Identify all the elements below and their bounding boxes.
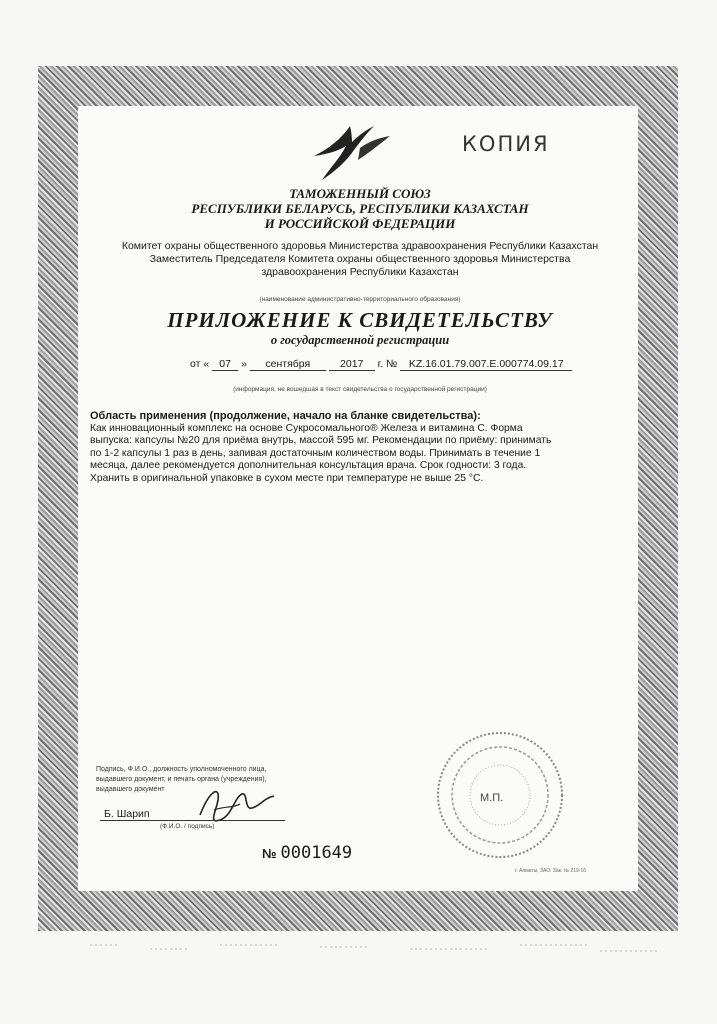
reg-month: сентября <box>250 358 326 371</box>
printer-mark: г. Алматы, ЗАО. Зак. № 219-16 <box>515 868 587 874</box>
committee-line-2: Заместитель Председателя Комитета охраны общественного здоровья Министерства <box>149 253 571 265</box>
committee-line-3: здравоохранения Республики Казахстан <box>261 266 459 278</box>
number-label: № <box>386 358 398 370</box>
signature-label-line: Подпись, Ф.И.О., должность уполномоченного лица, <box>96 766 267 773</box>
document-number <box>262 843 352 863</box>
signature-label-line: выдавшего документ, и печать органа (учреждения), <box>96 776 267 783</box>
day-close: » <box>241 358 247 370</box>
doc-number-value: 0001649 <box>280 843 353 863</box>
scope-line: по 1-2 капсулы 1 раз в день, запивая достаточным количеством воды. Принимать в течение 1 <box>90 447 541 459</box>
scope-text <box>90 423 582 485</box>
info-caption: (информация, не вошедшая в текст свидетельства о государственной регистрации) <box>233 386 487 393</box>
document-subtitle: о государственной регистрации <box>270 333 450 347</box>
scope-line: выпуска: капсулы №20 для приёма внутрь, массой 595 мг. Рекомендации по приёму: принимать <box>90 435 552 447</box>
scan-noise <box>0 935 717 975</box>
union-line-3: И РОССИЙСКОЙ ФЕДЕРАЦИИ <box>264 216 456 231</box>
signature-line <box>100 820 285 821</box>
union-line-2: РЕСПУБЛИКИ БЕЛАРУСЬ, РЕСПУБЛИКИ КАЗАХСТАН <box>191 201 529 216</box>
doc-number-label: № <box>262 846 277 861</box>
registration-line <box>190 358 572 371</box>
reg-day: 07 <box>212 358 238 371</box>
committee-line-1: Комитет охраны общественного здоровья Министерства здравоохранения Республики Казахстан <box>121 240 599 252</box>
signatory-name: Б. Шарип <box>104 808 150 820</box>
year-suffix: г. <box>377 358 384 370</box>
fio-caption: (Ф.И.О. / подпись) <box>160 823 215 830</box>
document-title: ПРИЛОЖЕНИЕ К СВИДЕТЕЛЬСТВУ <box>167 308 553 332</box>
scope-line: Как инновационный комплекс на основе Сукросомального® Железа и витамина С. Форма <box>90 423 523 434</box>
copy-stamp: КОПИЯ <box>462 132 550 156</box>
scope-line: месяца, далее рекомендуется дополнительная консультация врача. Срок годности: 3 года. <box>90 460 527 472</box>
reg-number: KZ.16.01.79.007.Е.000774.09.17 <box>400 358 572 371</box>
signature-label-line: выдавшего документ <box>96 786 165 793</box>
eaeu-emblem-icon <box>300 118 400 188</box>
scope-heading: Область применения (продолжение, начало на бланке свидетельства): <box>90 410 481 422</box>
scope-line: Хранить в оригинальной упаковке в сухом месте при температуре не выше 25 °С. <box>90 472 484 484</box>
union-line-1: ТАМОЖЕННЫЙ СОЮЗ <box>289 186 431 201</box>
seal-text: М.П. <box>480 792 504 804</box>
from-label: от « <box>190 358 210 370</box>
reg-year: 2017 <box>329 358 375 371</box>
admin-caption: (наименование административно-территориального образования) <box>259 296 461 303</box>
official-seal-icon <box>430 725 570 865</box>
